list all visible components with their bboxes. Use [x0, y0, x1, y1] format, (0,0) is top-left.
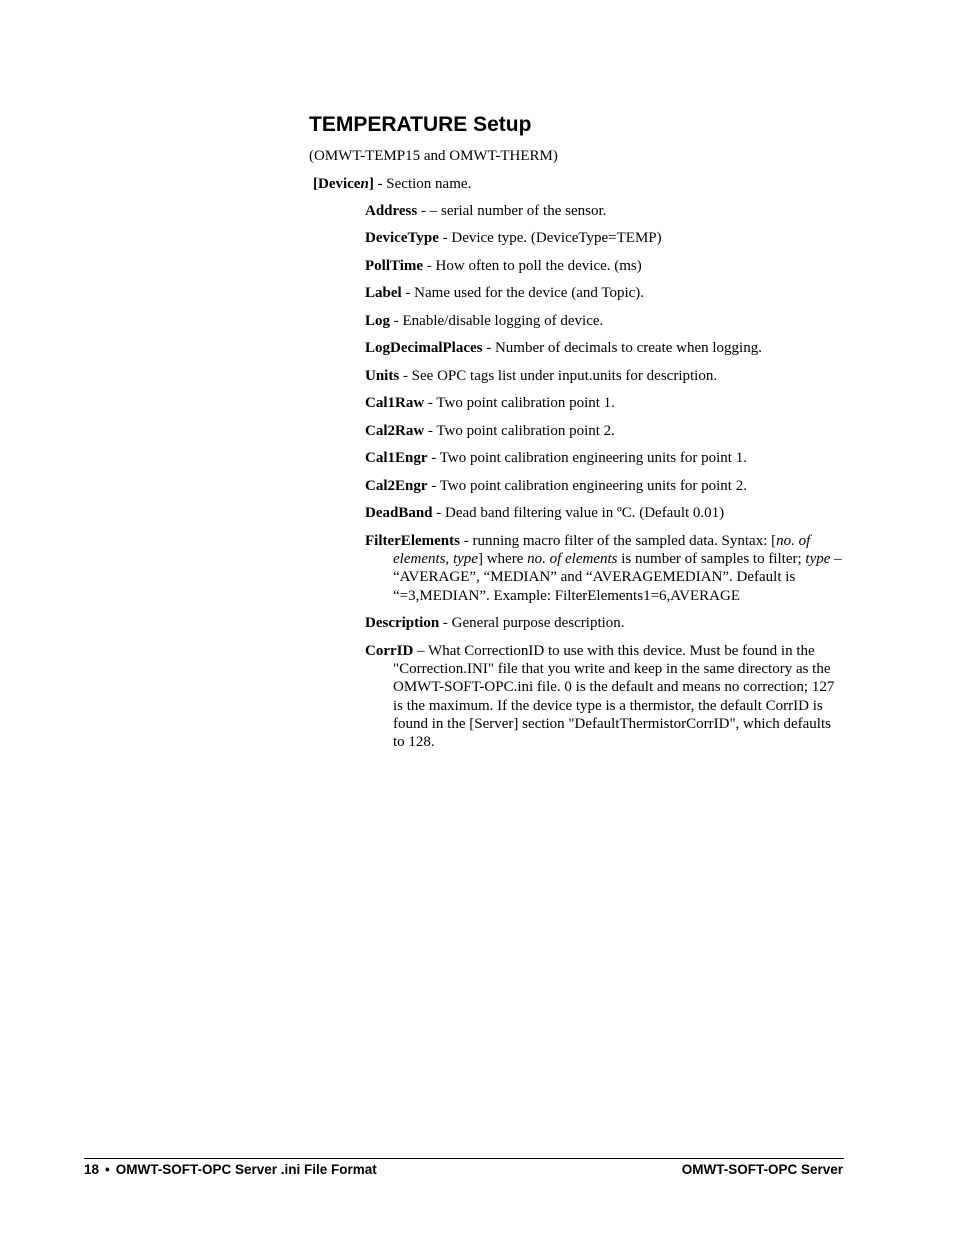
param-description: - – serial number of the sensor.: [417, 203, 607, 219]
footer-right-title: OMWT-SOFT-OPC Server: [681, 1162, 843, 1177]
section-open-bracket: [Device: [313, 176, 361, 192]
param-description: - Two point calibration point 2.: [424, 422, 615, 439]
param-cal1raw: [365, 394, 843, 412]
param-description-part: is number of samples to filter;: [617, 551, 806, 568]
param-log: [365, 312, 843, 330]
param-description-italic: no. of elements: [393, 532, 811, 568]
param-description: - How often to poll the device. (ms): [423, 257, 642, 274]
param-logdecimalplaces: [365, 339, 843, 357]
param-units: [365, 367, 843, 385]
page-heading: TEMPERATURE Setup: [309, 113, 532, 136]
param-description: - Two point calibration engineering units for point 2.: [427, 477, 747, 494]
param-description: - Dead band filtering value in ºC. (Default 0.01): [432, 505, 725, 522]
models-subtitle: (OMWT-TEMP15 and OMWT-THERM): [309, 148, 558, 164]
param-description-italic: no. of elements: [527, 551, 618, 568]
param-description: - Device type. (DeviceType=TEMP): [438, 230, 662, 247]
section-name-description: - Section name.: [373, 176, 472, 192]
param-description-part: – “AVERAGE”, “MEDIAN” and “AVERAGEMEDIAN”. Default is “=3,MEDIAN”. Example: FilterElements1=6,AVERAGE: [393, 551, 842, 604]
param-cal2engr: [365, 477, 843, 495]
param-polltime: [365, 257, 843, 275]
param-term: CorrID: [365, 642, 414, 659]
param-description: - Number of decimals to create when logging.: [482, 340, 762, 357]
param-term: Label: [365, 285, 402, 302]
param-description-field: [365, 614, 843, 632]
param-description: - See OPC tags list under input.units for description.: [399, 367, 718, 384]
param-description: – What CorrectionID to use with this device. Must be found in the "Correction.INI" file that you write and keep in the same directory as the OMWT-SOFT-OPC.ini file. 0 is the default and means no correction; 127 is the maximum. If the device type is a thermistor, the default CorrID is found in the [Server] section "DefaultThermistorCorrID", which defaults to 128.: [393, 642, 835, 751]
footer-divider: [84, 1158, 844, 1159]
param-deadband: [365, 504, 843, 522]
param-term: Cal1Raw: [365, 395, 425, 412]
param-description-part: ] where: [477, 551, 528, 568]
param-cal2raw: [365, 422, 843, 440]
param-cal1engr: [365, 449, 843, 467]
section-name-line: [313, 175, 471, 193]
chapter-title: OMWT-SOFT-OPC Server .ini File Format: [115, 1162, 377, 1177]
param-devicetype: [365, 229, 843, 247]
param-description: - General purpose description.: [439, 615, 625, 632]
section-close-bracket: ]: [368, 176, 374, 192]
param-description: - Enable/disable logging of device.: [390, 312, 604, 329]
param-term: LogDecimalPlaces: [365, 340, 483, 357]
section-name-label: [313, 176, 374, 192]
page-number: 18: [84, 1162, 100, 1177]
parameter-list: [365, 202, 843, 761]
param-description-part: ,: [445, 551, 453, 568]
param-description: - Two point calibration point 1.: [424, 395, 615, 412]
param-term: Cal1Engr: [365, 450, 428, 467]
param-term: PollTime: [365, 257, 424, 274]
param-address: [365, 202, 843, 220]
param-description: - Two point calibration engineering units for point 1.: [427, 450, 747, 467]
footer-left: [84, 1162, 377, 1178]
param-description-italic: type: [805, 551, 831, 568]
param-term: DeadBand: [365, 505, 433, 522]
param-description-part: - running macro filter of the sampled data. Syntax: [: [459, 532, 777, 549]
param-term: Log: [365, 312, 391, 329]
param-corrid: [365, 642, 843, 752]
param-term: Cal2Engr: [365, 477, 428, 494]
param-term: DeviceType: [365, 230, 439, 247]
param-term: Cal2Raw: [365, 422, 425, 439]
bullet-separator: •: [105, 1162, 110, 1177]
param-filterelements: [365, 532, 843, 605]
section-index-variable: n: [360, 176, 369, 192]
param-description-italic: type: [452, 551, 478, 568]
param-term: FilterElements: [365, 532, 460, 549]
param-term: Units: [365, 367, 400, 384]
param-description: - Name used for the device (and Topic).: [401, 285, 645, 302]
param-term: Description: [365, 615, 440, 632]
param-label: [365, 284, 843, 302]
param-term: Address: [365, 203, 418, 219]
